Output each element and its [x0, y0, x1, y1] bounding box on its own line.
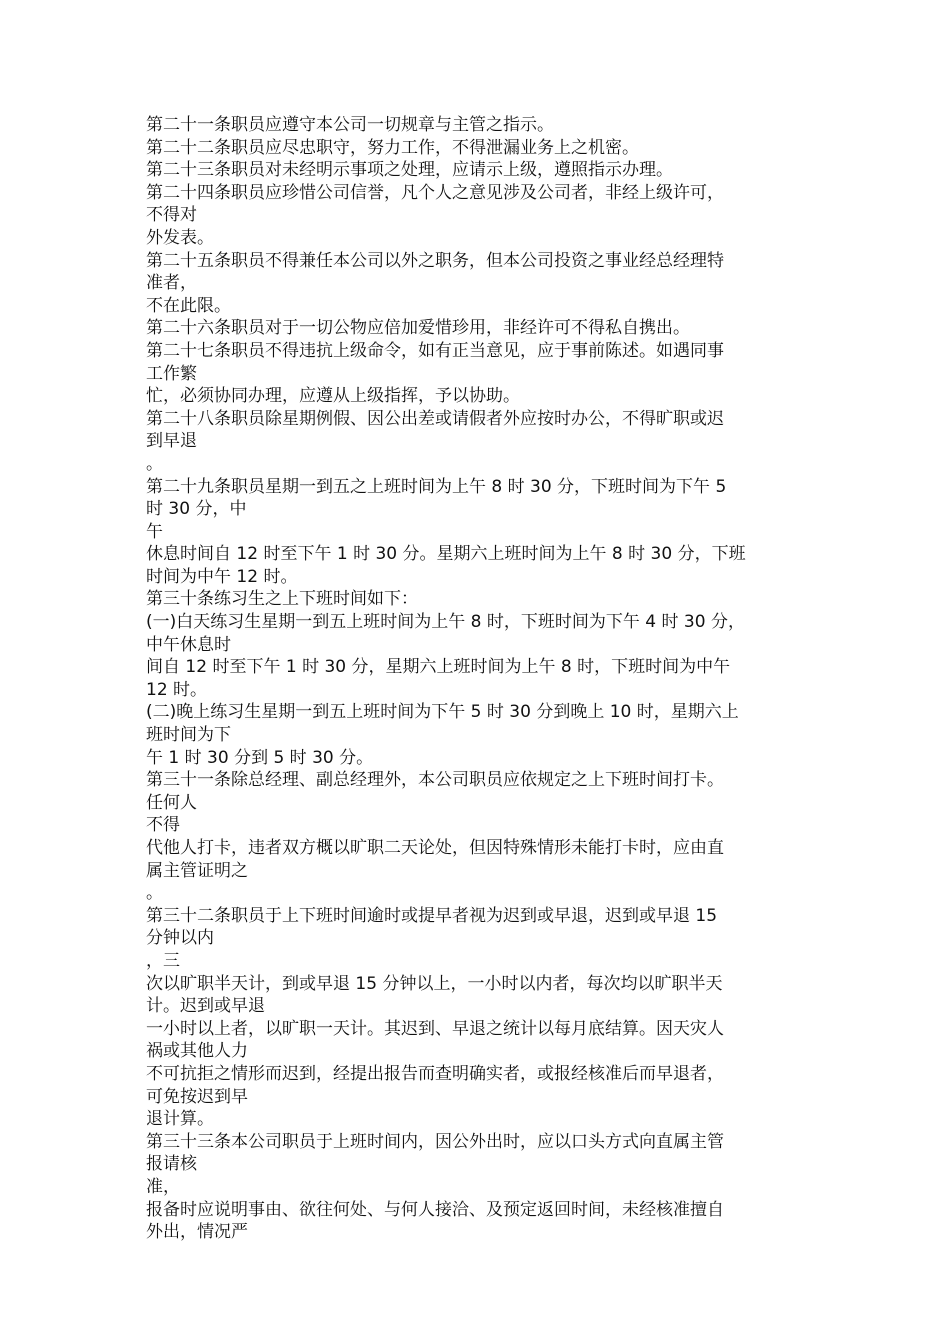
text-line: 报请核	[146, 1154, 197, 1175]
text-line: 间自 12 时至下午 1 时 30 分，星期六上班时间为上午 8 时，下班时间为中午	[146, 657, 731, 678]
text-line: 外出，情况严	[146, 1222, 248, 1243]
text-line: 报备时应说明事由、欲往何处、与何人接洽、及预定返回时间，未经核准擅自	[146, 1199, 724, 1220]
text-line: 第三十三条本公司职员于上班时间内，因公外出时，应以口头方式向直属主管	[146, 1131, 724, 1152]
text-line: 第二十八条职员除星期例假、因公出差或请假者外应按时办公，不得旷职或迟	[146, 408, 724, 429]
text-line: 时间为中午 12 时。	[146, 566, 298, 587]
text-line: 可免按迟到早	[146, 1086, 248, 1107]
text-line: 第二十五条职员不得兼任本公司以外之职务，但本公司投资之事业经总经理特	[146, 250, 724, 271]
text-line: 不得对	[146, 205, 197, 226]
text-line: 午 1 时 30 分到 5 时 30 分。	[146, 747, 374, 768]
text-line: 第三十一条除总经理、副总经理外，本公司职员应依规定之上下班时间打卡。	[146, 770, 724, 791]
text-line: 到早退	[146, 431, 197, 452]
text-line: 准者，	[146, 273, 197, 294]
text-line: 12 时。	[146, 679, 208, 700]
text-line: 工作繁	[146, 363, 197, 384]
text-line: (一)白天练习生星期一到五上班时间为上午 8 时，下班时间为下午 4 时 30 分，	[146, 612, 745, 633]
text-line: 计。迟到或早退	[146, 996, 265, 1017]
text-line: 不得	[146, 815, 180, 836]
text-line: 不在此限。	[146, 295, 231, 316]
text-line: 退计算。	[146, 1109, 214, 1130]
text-line: 中午休息时	[146, 634, 231, 655]
text-line: (二)晚上练习生星期一到五上班时间为下午 5 时 30 分到晚上 10 时，星期六上	[146, 702, 739, 723]
text-line: 时 30 分，中	[146, 499, 247, 520]
text-line: 代他人打卡，违者双方概以旷职二天论处，但因特殊情形未能打卡时，应由直	[146, 838, 724, 858]
text-line: 一小时以上者，以旷职一天计。其迟到、早退之统计以每月底结算。因天灾人	[146, 1018, 724, 1039]
text-line: 第三十二条职员于上下班时间逾时或提早者视为迟到或早退，迟到或早退 15	[146, 905, 718, 926]
text-line: 午	[146, 521, 163, 542]
text-line: 休息时间自 12 时至下午 1 时 30 分。星期六上班时间为上午 8 时 30 分，下班	[146, 544, 746, 565]
text-line: 第三十条练习生之上下班时间如下：	[146, 589, 418, 610]
document-body	[146, 114, 814, 1244]
text-line: 第二十四条职员应珍惜公司信誉，凡个人之意见涉及公司者，非经上级许可，	[146, 182, 724, 203]
text-line: 不可抗拒之情形而迟到，经提出报告而查明确实者，或报经核准后而早退者，	[146, 1063, 724, 1084]
text-line: 第二十一条职员应遵守本公司一切规章与主管之指示。	[146, 115, 554, 135]
text-line: 祸或其他人力	[146, 1041, 248, 1062]
text-line: 准，	[146, 1176, 180, 1197]
text-line: 分钟以内	[146, 928, 214, 949]
text-line: 第二十六条职员对于一切公物应倍加爱惜珍用，非经许可不得私自携出。	[146, 318, 690, 339]
text-line: 任何人	[146, 792, 197, 813]
text-line: 第二十三条职员对未经明示事项之处理，应请示上级，遵照指示办理。	[146, 160, 673, 181]
text-line: 属主管证明之	[146, 860, 248, 881]
text-line: 第二十七条职员不得违抗上级命令，如有正当意见，应于事前陈述。如遇同事	[146, 340, 724, 361]
text-line: ，三	[146, 950, 180, 971]
text-line: 班时间为下	[146, 725, 231, 746]
text-line: 外发表。	[146, 227, 214, 248]
text-line: 。	[146, 453, 163, 474]
text-line: 次以旷职半天计，到或早退 15 分钟以上，一小时以内者，每次均以旷职半天	[146, 973, 723, 994]
text-line: 第二十九条职员星期一到五之上班时间为上午 8 时 30 分，下班时间为下午 5	[146, 476, 727, 497]
text-line: 第二十二条职员应尽忠职守，努力工作，不得泄漏业务上之机密。	[146, 137, 639, 158]
text-line: 。	[146, 883, 163, 904]
text-line: 忙，必须协同办理，应遵从上级指挥，予以协助。	[146, 386, 520, 407]
